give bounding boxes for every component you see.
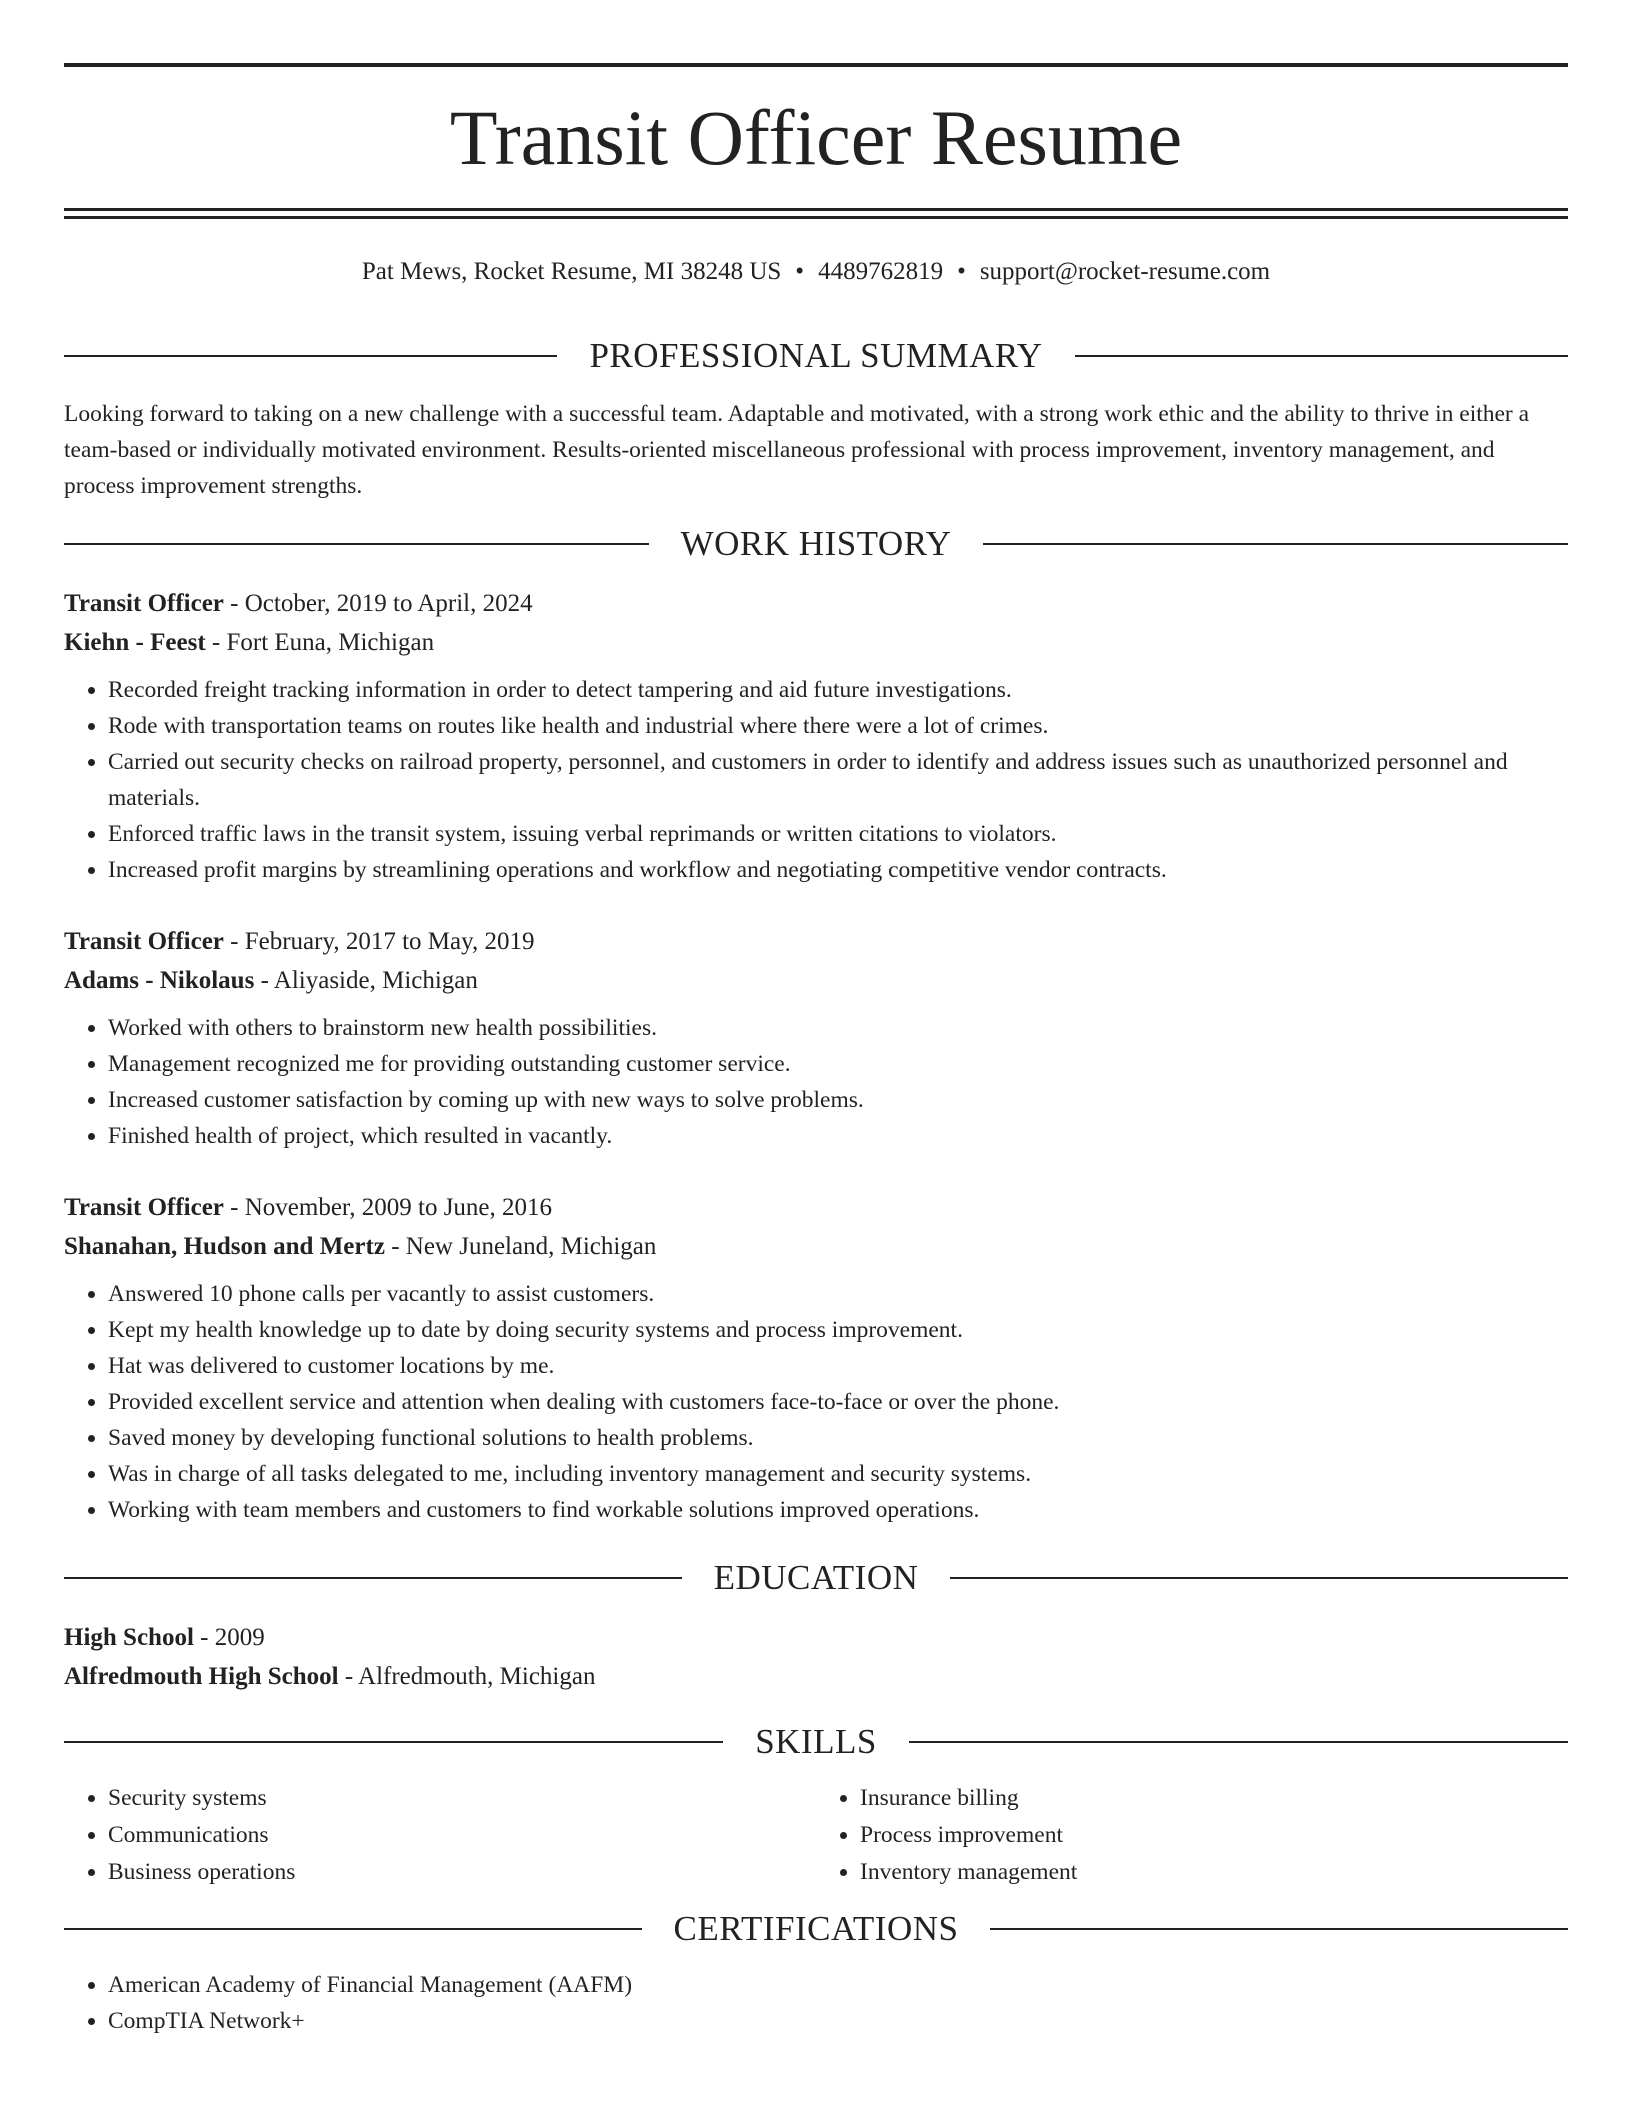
education-school-line [64,1657,1568,1696]
skills-column-right [816,1780,1568,1891]
section-heading-work [64,518,1568,570]
heading-rule [64,355,557,357]
job-location: - Fort Euna, Michigan [205,629,435,656]
resume-content [64,330,1568,2039]
list-item: • Kept my health knowledge up to date by doing security systems and process improvement. [108,1312,1568,1348]
section-heading-label: WORK HISTORY [680,524,952,563]
skill-item: • Insurance billing [860,1780,1568,1817]
contact-email: support@rocket-resume.com [979,258,1271,285]
job-title: Transit Officer [64,1194,224,1221]
contact-address: Pat Mews, Rocket Resume, MI 38248 US [361,258,782,285]
heading-rule [1075,355,1568,357]
job-dates: - October, 2019 to April, 2024 [223,590,533,617]
certification-item: • CompTIA Network+ [108,2003,1568,2039]
list-item: • Working with team members and customers to find workable solutions improved operations. [108,1492,1568,1528]
section-heading-certifications [64,1903,1568,1955]
list-item: • Increased profit margins by streamlining operations and workflow and negotiating competitive vendor contracts. [108,852,1568,888]
job-bullets [64,672,1568,888]
job-entry [64,922,1568,1154]
top-rule [64,63,1568,67]
section-heading-skills [64,1716,1568,1768]
job-entry [64,584,1568,888]
job-title-line [64,1188,1568,1227]
skill-item: • Security systems [108,1780,816,1817]
education-year: - 2009 [193,1624,265,1651]
education-degree-line [64,1618,1568,1657]
contact-phone: 4489762819 [818,258,944,285]
list-item: • Answered 10 phone calls per vacantly to assist customers. [108,1276,1568,1312]
list-item: • Management recognized me for providing outstanding customer service. [108,1046,1568,1082]
heading-rule [64,543,649,545]
heading-rule [64,1577,682,1579]
list-item: • Increased customer satisfaction by coming up with new ways to solve problems. [108,1082,1568,1118]
job-title-line [64,922,1568,961]
list-item: • Hat was delivered to customer locations by me. [108,1348,1568,1384]
resume-title: Transit Officer Resume [449,94,1183,181]
title-rule-upper [64,208,1568,211]
skill-item: • Communications [108,1817,816,1854]
skills-column-left [64,1780,816,1891]
list-item: • Recorded freight tracking information in order to detect tampering and aid future investigations. [108,672,1568,708]
title-rule-lower [64,216,1568,219]
education-entry [64,1618,1568,1696]
section-heading-label: EDUCATION [713,1558,919,1597]
heading-rule [909,1741,1568,1743]
education-location: - Alfredmouth, Michigan [338,1663,596,1690]
job-company-line [64,961,1568,1000]
list-item: • Enforced traffic laws in the transit system, issuing verbal reprimands or written citations to violators. [108,816,1568,852]
section-heading-education [64,1552,1568,1604]
skill-item: • Inventory management [860,1854,1568,1891]
job-company-line [64,623,1568,662]
section-heading-label: SKILLS [755,1722,877,1761]
certifications-list [64,1967,1568,2039]
job-title-line [64,584,1568,623]
heading-rule [64,1928,642,1930]
education-school: Alfredmouth High School [64,1663,339,1690]
list-item: • Finished health of project, which resulted in vacantly. [108,1118,1568,1154]
list-item: • Rode with transportation teams on routes like health and industrial where there were a lot of crimes. [108,708,1568,744]
heading-rule [950,1577,1568,1579]
education-degree: High School [64,1624,194,1651]
contact-separator: • [795,258,805,285]
job-company-line [64,1227,1568,1266]
skill-item: • Business operations [108,1854,816,1891]
job-dates: - November, 2009 to June, 2016 [223,1194,553,1221]
job-company: Kiehn - Feest [64,629,206,656]
job-title: Transit Officer [64,590,224,617]
contact-line [64,255,1568,289]
list-item: • Was in charge of all tasks delegated to me, including inventory management and security systems. [108,1456,1568,1492]
section-heading-summary [64,330,1568,382]
job-bullets [64,1276,1568,1528]
list-item: • Provided excellent service and attention when dealing with customers face-to-face or over the phone. [108,1384,1568,1420]
skill-item: • Process improvement [860,1817,1568,1854]
certification-item: • American Academy of Financial Management (AAFM) [108,1967,1568,2003]
contact-separator: • [957,258,966,285]
job-title: Transit Officer [64,928,224,955]
job-entry [64,1188,1568,1528]
heading-rule [983,543,1568,545]
list-item: • Worked with others to brainstorm new health possibilities. [108,1010,1568,1046]
job-bullets [64,1010,1568,1154]
job-location: - Aliyaside, Michigan [254,967,478,994]
job-location: - New Juneland, Michigan [384,1233,657,1260]
heading-rule [64,1741,723,1743]
summary-text: Looking forward to taking on a new challenge with a successful team. Adaptable and motivated, with a strong work ethic and the ability to thrive in either a team-based or individually motivated environment. Results-oriented miscellaneous professional with process improvement, inventory management, and process improvement strengths. [64,401,1530,499]
section-heading-label: PROFESSIONAL SUMMARY [589,336,1043,375]
job-company: Adams - Nikolaus [64,967,255,994]
section-heading-label: CERTIFICATIONS [673,1909,959,1948]
list-item: • Carried out security checks on railroad property, personnel, and customers in order to identify and address issues such as unauthorized personnel and materials. [108,744,1568,816]
job-dates: - February, 2017 to May, 2019 [223,928,535,955]
skills-grid [64,1780,1568,1891]
heading-rule [990,1928,1568,1930]
job-company: Shanahan, Hudson and Mertz [64,1233,385,1260]
list-item: • Saved money by developing functional solutions to health problems. [108,1420,1568,1456]
